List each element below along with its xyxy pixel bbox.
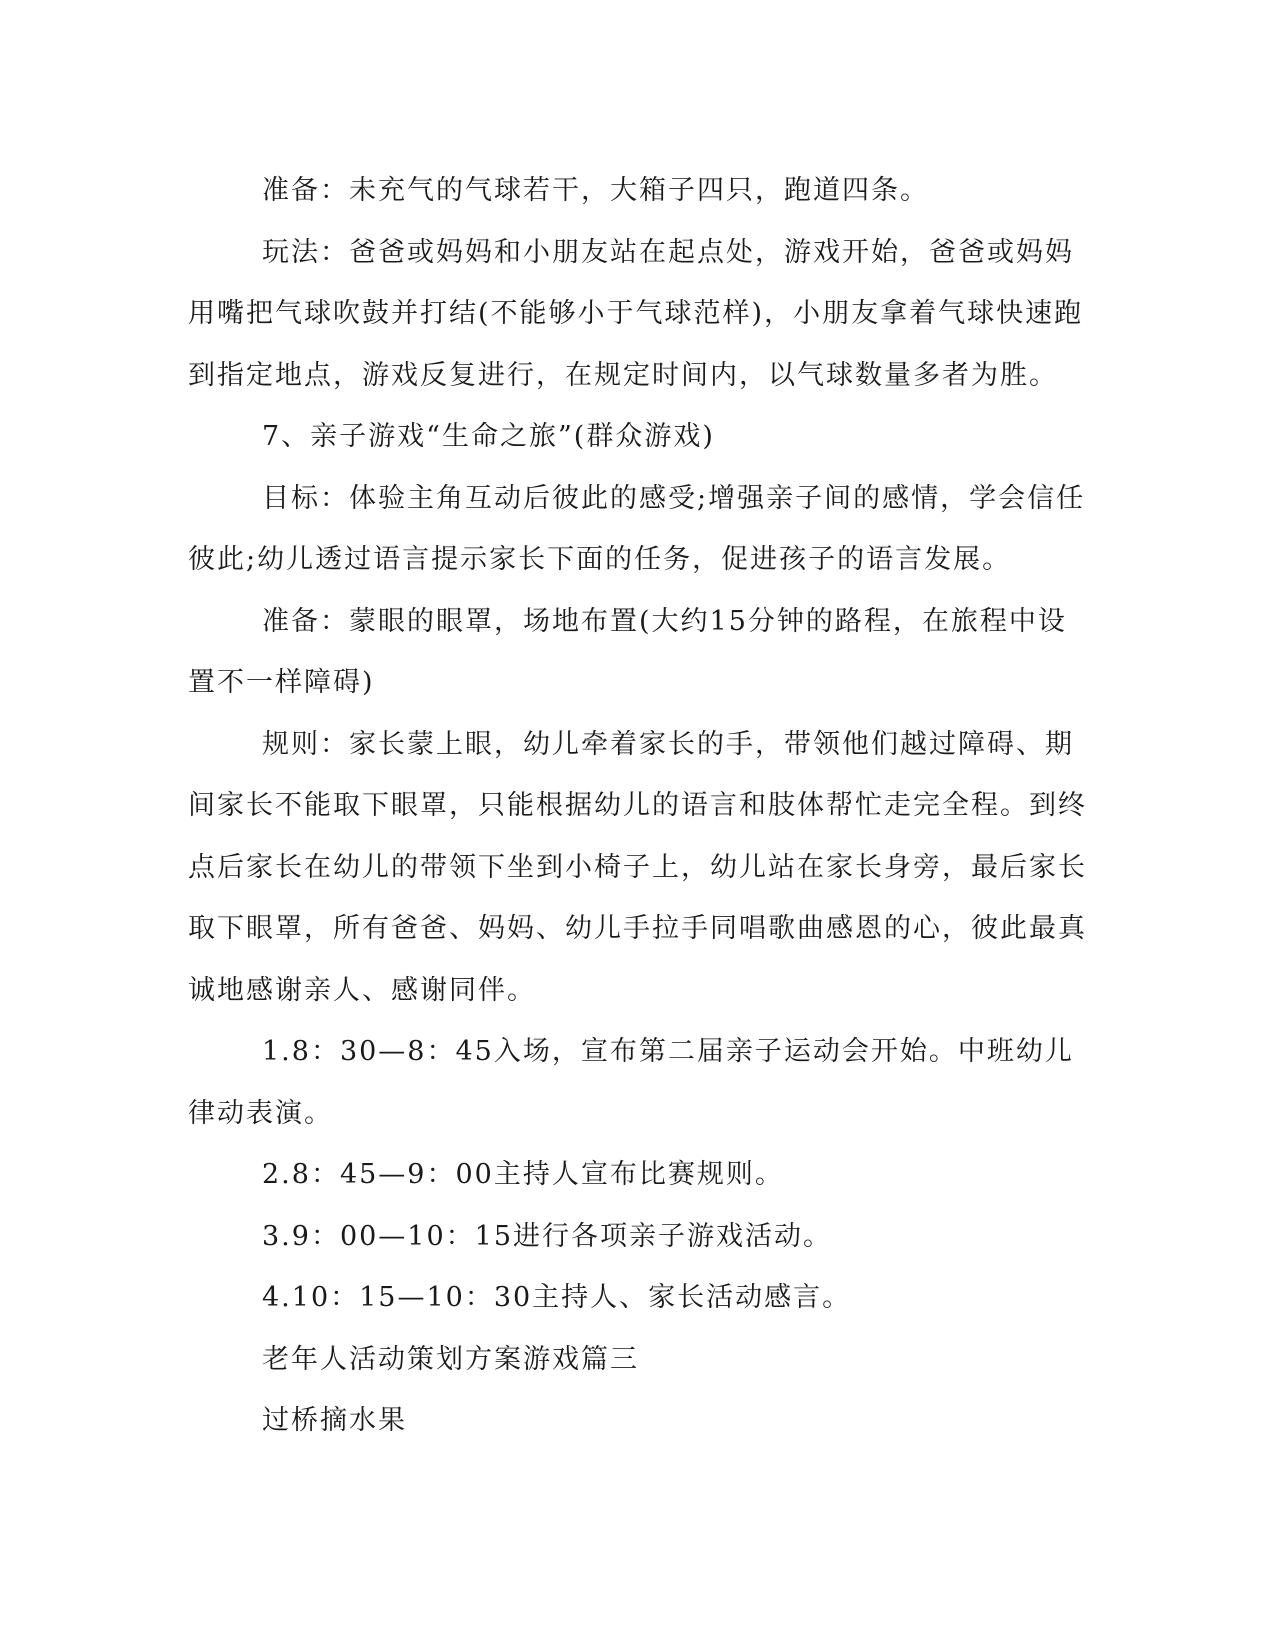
paragraph-preparation-balloons: 准备：未充气的气球若干，大箱子四只，跑道四条。 [262, 175, 929, 206]
paragraph-gameplay: 玩法：爸爸或妈妈和小朋友站在起点处，游戏开始，爸爸或妈妈用嘴把气球吹鼓并打结(不能够小于气球范样)，小朋友拿着气球快速跑到指定地点，游戏反复进行，在规定时间内，以气球数量多者为胜。 [188, 236, 1084, 391]
section-heading: 老年人活动策划方案游戏篇三 [262, 1343, 639, 1375]
paragraph-schedule-2: 2.8：45—9：00主持人宣布比赛规则。 [262, 1159, 784, 1190]
paragraph-schedule-1: 1.8：30—8：45入场，宣布第二届亲子运动会开始。中班幼儿律动表演。 [188, 1036, 1074, 1129]
paragraph-goal: 目标：体验主角互动后彼此的感受;增强亲子间的感情，学会信任彼此;幼儿透过语言提示家长下面的任务，促进孩子的语言发展。 [188, 482, 1086, 575]
paragraph-preparation-blindfold: 准备：蒙眼的眼罩，场地布置(大约15分钟的路程，在旅程中设置不一样障碍) [188, 605, 1067, 698]
paragraph-rules: 规则：家长蒙上眼，幼儿牵着家长的手，带领他们越过障碍、期间家长不能取下眼罩，只能根据幼儿的语言和肢体帮忙走完全程。到终点后家长在幼儿的带领下坐到小椅子上，幼儿站在家长身旁，最后家长取下眼罩，所有爸爸、妈妈、幼儿手拉手同唱歌曲感恩的心，彼此最真诚地感谢亲人、感谢同伴。 [188, 728, 1087, 1006]
paragraph-game-title-journey: 7、亲子游戏“生命之旅”(群众游戏) [262, 421, 715, 452]
subsection-heading: 过桥摘水果 [262, 1405, 407, 1436]
paragraph-schedule-3: 3.9：00—10：15进行各项亲子游戏活动。 [262, 1220, 833, 1252]
document-body [188, 160, 1088, 1452]
paragraph-schedule-4: 4.10：15—10：30主持人、家长活动感言。 [262, 1282, 852, 1313]
